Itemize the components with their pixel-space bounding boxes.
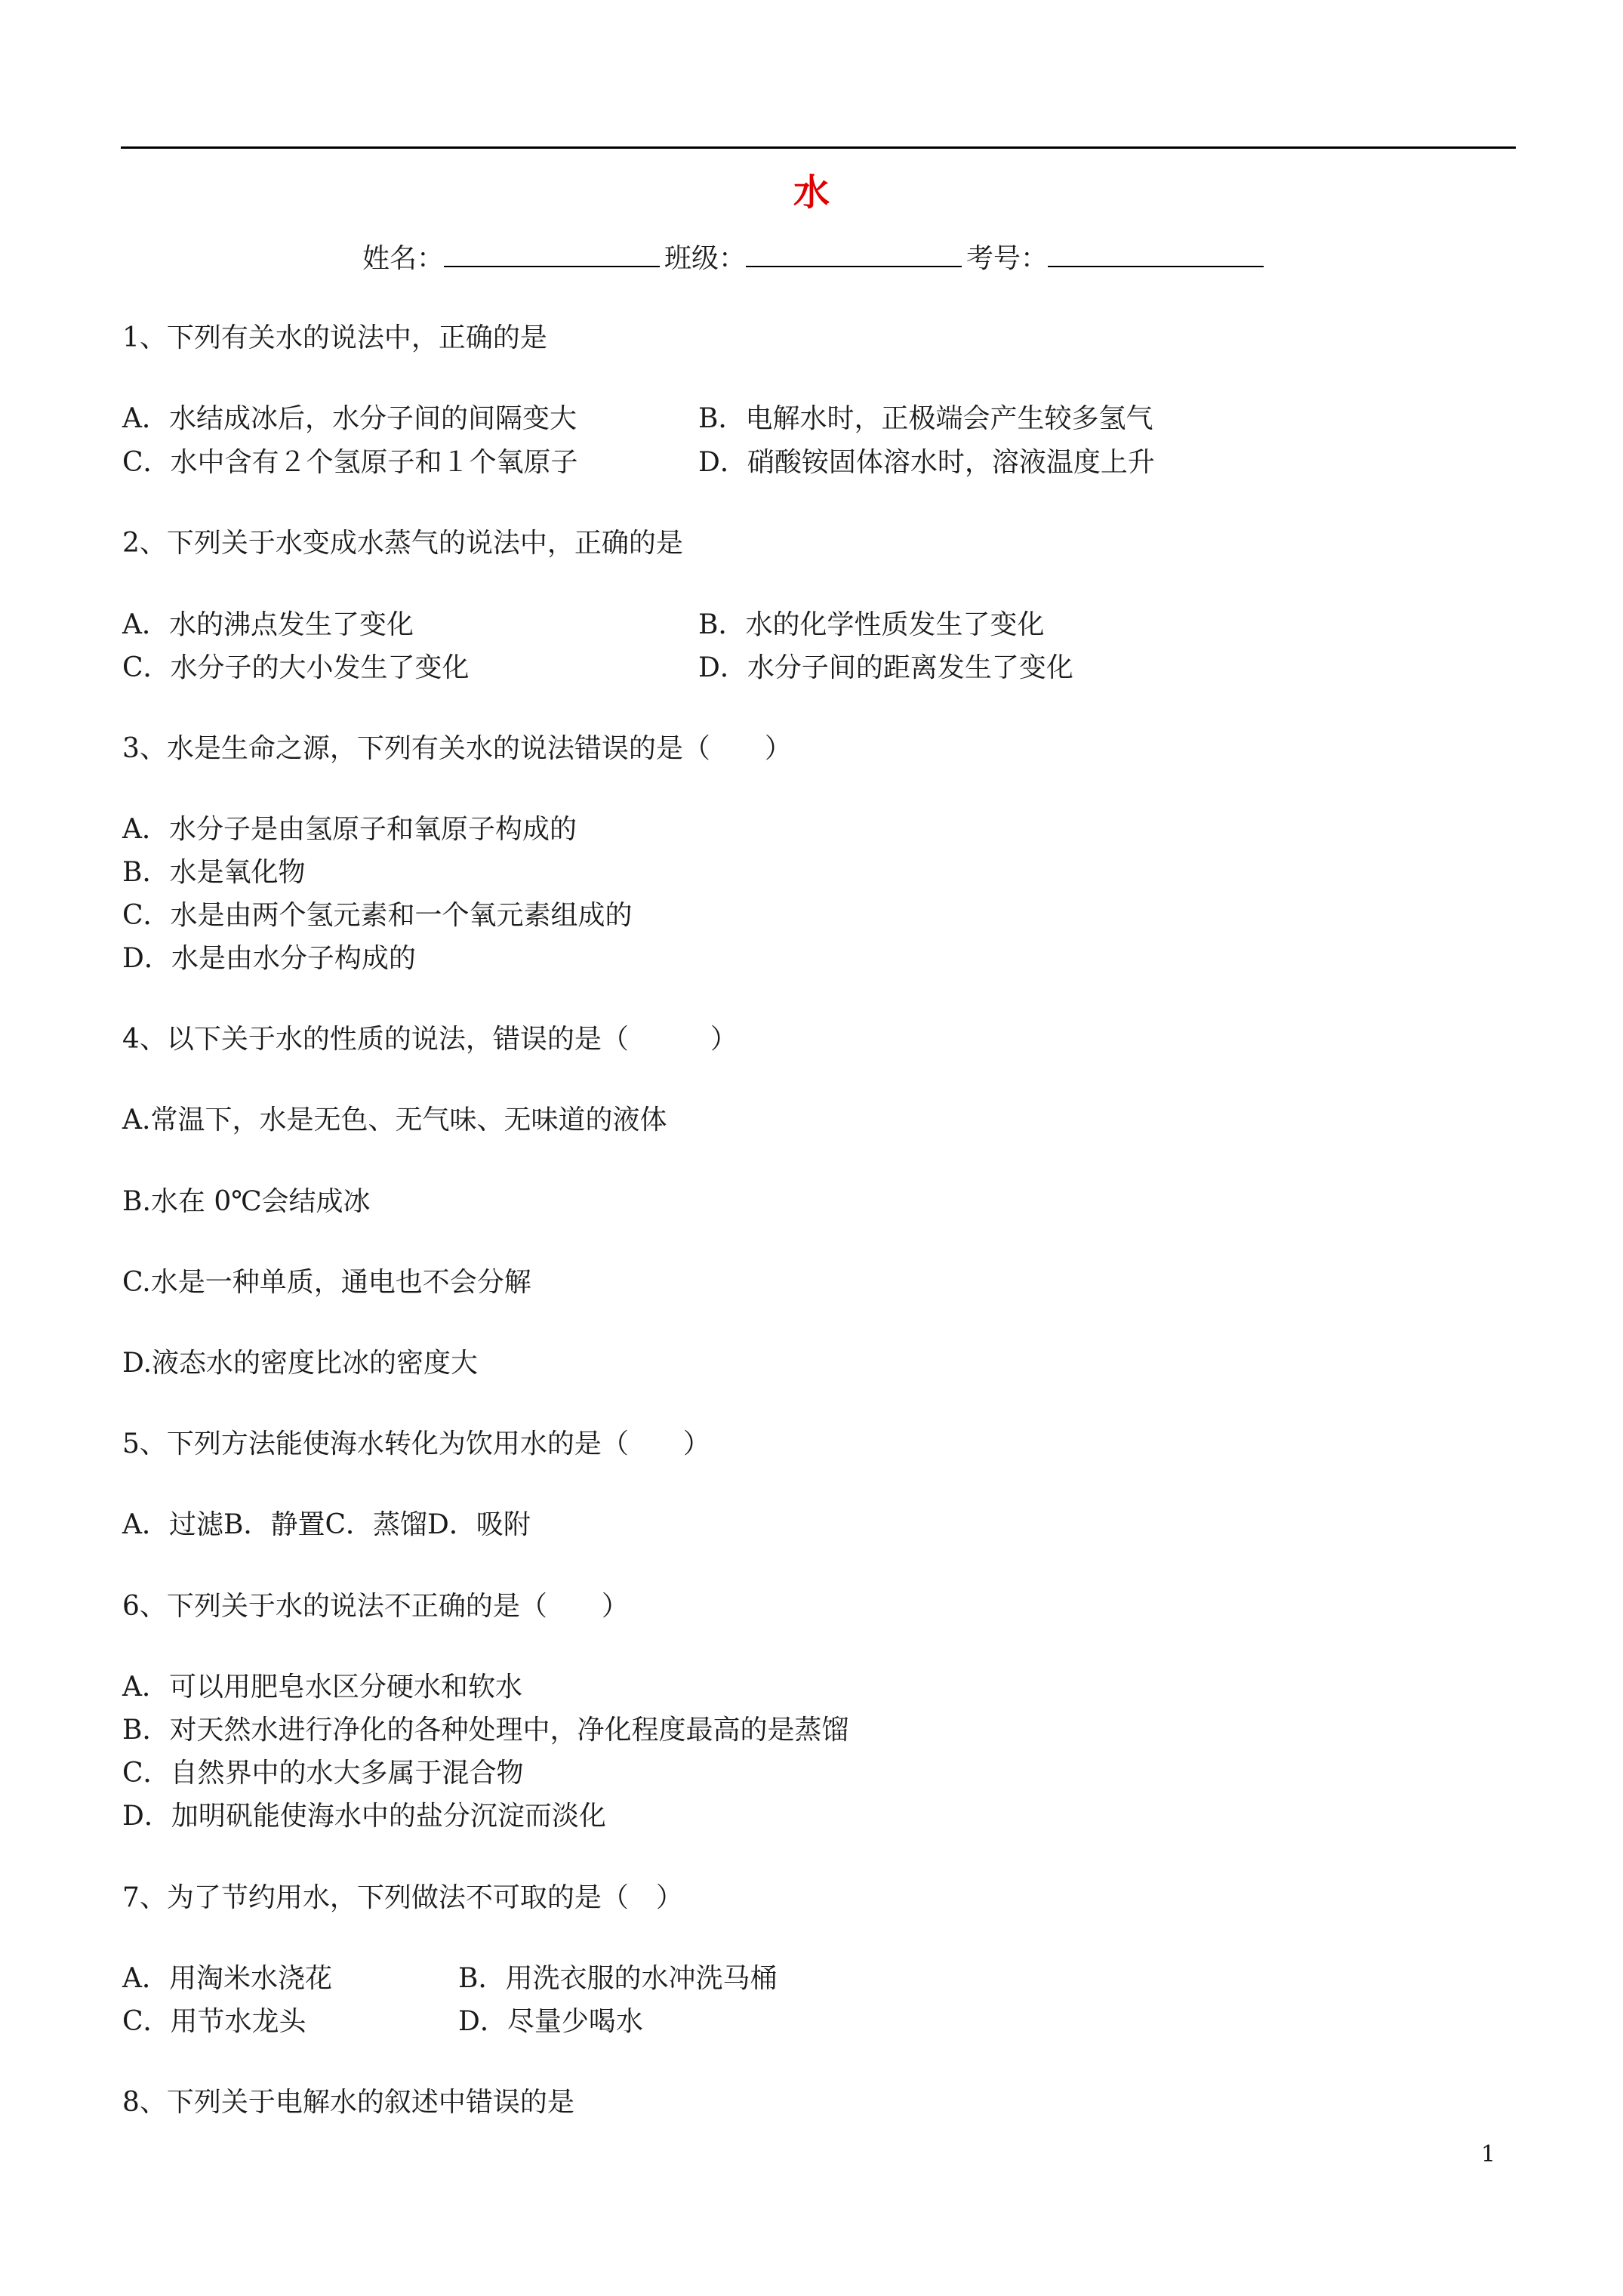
q1-option-a: A．水结成冰后，水分子间的间隔变大 <box>122 403 577 434</box>
q6-option-a: A．可以用肥皂水区分硬水和软水 <box>122 1672 522 1703</box>
question-7: 7、为了节约用水，下列做法不可取的是（ ） <box>122 1882 683 1913</box>
q3-option-d: D．水是由水分子构成的 <box>122 943 416 974</box>
question-8: 8、下列关于电解水的叙述中错误的是 <box>122 2087 574 2118</box>
q2-option-d: D．水分子间的距离发生了变化 <box>698 652 1073 683</box>
question-3: 3、水是生命之源，下列有关水的说法错误的是（ ） <box>122 733 792 764</box>
q4-option-b: B.水在 0℃会结成冰 <box>122 1186 371 1217</box>
class-label: 班级： <box>664 243 747 274</box>
q1-option-d: D．硝酸铵固体溶水时，溶液温度上升 <box>698 447 1155 478</box>
q5-options: A．过滤B．静置C．蒸馏D．吸附 <box>122 1509 531 1540</box>
q1-option-c: C．水中含有２个氢原子和１个氧原子 <box>122 447 578 478</box>
question-1: 1、下列有关水的说法中，正确的是 <box>122 322 547 353</box>
class-blank <box>746 236 962 267</box>
q4-option-a: A.常温下，水是无色、无气味、无味道的液体 <box>122 1105 667 1136</box>
q7-option-b: B．用洗衣服的水冲洗马桶 <box>458 1963 778 1994</box>
q7-option-c: C．用节水龙头 <box>122 2006 306 2037</box>
q3-option-c: C．水是由两个氢元素和一个氧元素组成的 <box>122 900 633 931</box>
q7-option-d: D．尽量少喝水 <box>458 2006 643 2037</box>
q2-option-a: A．水的沸点发生了变化 <box>122 609 414 640</box>
exam-number-blank <box>1048 236 1264 267</box>
q2-option-b: B．水的化学性质发生了变化 <box>698 609 1045 640</box>
q3-option-a: A．水分子是由氢原子和氧原子构成的 <box>122 814 577 845</box>
q6-option-b: B．对天然水进行净化的各种处理中，净化程度最高的是蒸馏 <box>122 1715 849 1746</box>
question-4: 4、以下关于水的性质的说法，错误的是（ ） <box>122 1024 738 1055</box>
q4-option-d: D.液态水的密度比冰的密度大 <box>122 1348 479 1379</box>
question-5: 5、下列方法能使海水转化为饮用水的是（ ） <box>122 1428 710 1459</box>
q4-option-c: C.水是一种单质，通电也不会分解 <box>122 1267 531 1298</box>
exam-number-label: 考号： <box>966 243 1049 274</box>
question-2: 2、下列关于水变成水蒸气的说法中，正确的是 <box>122 528 683 559</box>
q6-option-c: C．自然界中的水大多属于混合物 <box>122 1758 524 1789</box>
student-info-line <box>362 236 1268 280</box>
name-label: 姓名： <box>362 243 445 274</box>
page-number: 1 <box>1481 2141 1496 2168</box>
question-6: 6、下列关于水的说法不正确的是（ ） <box>122 1591 629 1622</box>
top-rule <box>121 146 1516 149</box>
q1-option-b: B．电解水时，正极端会产生较多氢气 <box>698 403 1153 434</box>
q6-option-d: D．加明矾能使海水中的盐分沉淀而淡化 <box>122 1801 606 1832</box>
q3-option-b: B．水是氧化物 <box>122 857 306 888</box>
q2-option-c: C．水分子的大小发生了变化 <box>122 652 470 683</box>
name-blank <box>444 236 660 267</box>
q7-option-a: A．用淘米水浇花 <box>122 1963 332 1994</box>
page-title: 水 <box>793 171 830 214</box>
